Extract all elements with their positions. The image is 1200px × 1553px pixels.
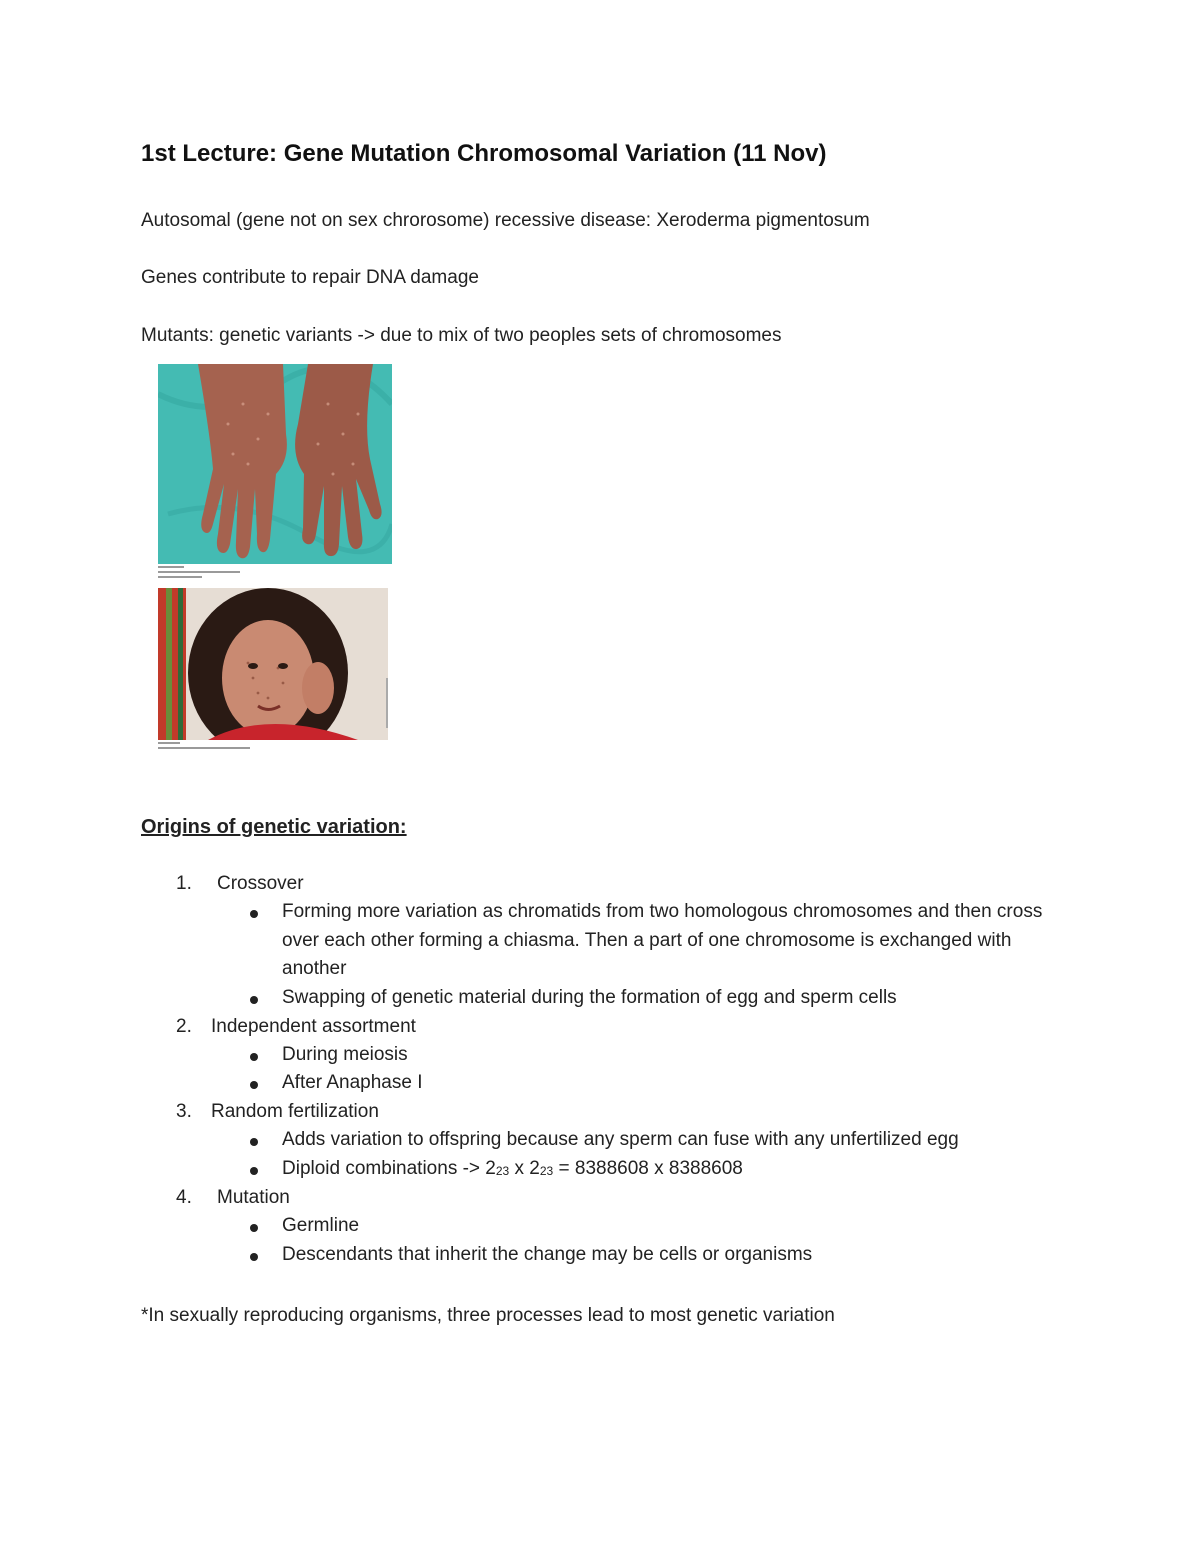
hands-photo-icon <box>158 364 392 564</box>
formula-prefix: Diploid combinations -> 2 <box>282 1158 496 1179</box>
list-bullet: Forming more variation as chromatids from two homologous chromosomes and then cross over each other forming a chiasma. Then a part of one chromosome is exchanged with another <box>282 901 1043 979</box>
bullet-icon <box>250 996 258 1004</box>
list-item-label: Crossover <box>217 873 304 894</box>
bullet-icon <box>250 1138 258 1146</box>
list-bullet: During meiosis <box>282 1044 408 1065</box>
bullet-icon <box>250 1053 258 1061</box>
bullet-icon <box>250 1081 258 1089</box>
hands-photo-caption <box>158 566 240 581</box>
list-item-number: 3. <box>176 1101 192 1122</box>
list-item-number: 1. <box>176 873 192 894</box>
list-bullet: Swapping of genetic material during the formation of egg and sperm cells <box>282 987 897 1008</box>
paragraph-disease: Autosomal (gene not on sex chrorosome) recessive disease: Xeroderma pigmentosum <box>141 210 870 231</box>
bullet-icon <box>250 1253 258 1261</box>
page-title: 1st Lecture: Gene Mutation Chromosomal Variation (11 Nov) <box>141 140 827 167</box>
list-bullet: Adds variation to offspring because any sperm can fuse with any unfertilized egg <box>282 1129 959 1150</box>
list-item-label: Random fertilization <box>211 1101 379 1122</box>
list-bullet-formula <box>282 1155 1072 1186</box>
formula-exponent: 23 <box>539 1164 554 1178</box>
list-bullet: Descendants that inherit the change may be cells or organisms <box>282 1244 813 1265</box>
girl-portrait-photo-icon <box>158 588 388 740</box>
paragraph-dna-repair: Genes contribute to repair DNA damage <box>141 267 479 288</box>
footnote: *In sexually reproducing organisms, three processes lead to most genetic variation <box>141 1305 835 1326</box>
list-item-label: Independent assortment <box>211 1016 416 1037</box>
formula-times: x 2 <box>509 1158 540 1179</box>
list-item-label: Mutation <box>217 1187 290 1208</box>
formula-result: = 8388608 x 8388608 <box>553 1158 743 1179</box>
list-bullet: After Anaphase I <box>282 1072 423 1093</box>
paragraph-mutants: Mutants: genetic variants -> due to mix of two peoples sets of chromosomes <box>141 325 782 346</box>
bullet-icon <box>250 1224 258 1232</box>
list-item-number: 4. <box>176 1187 192 1208</box>
list-bullet: Germline <box>282 1215 360 1236</box>
portrait-photo-caption <box>158 742 250 752</box>
list-item-number: 2. <box>176 1016 192 1037</box>
formula-exponent: 23 <box>495 1164 510 1178</box>
section-heading: Origins of genetic variation: <box>141 816 407 838</box>
bullet-icon <box>250 1167 258 1175</box>
bullet-icon <box>250 910 258 918</box>
